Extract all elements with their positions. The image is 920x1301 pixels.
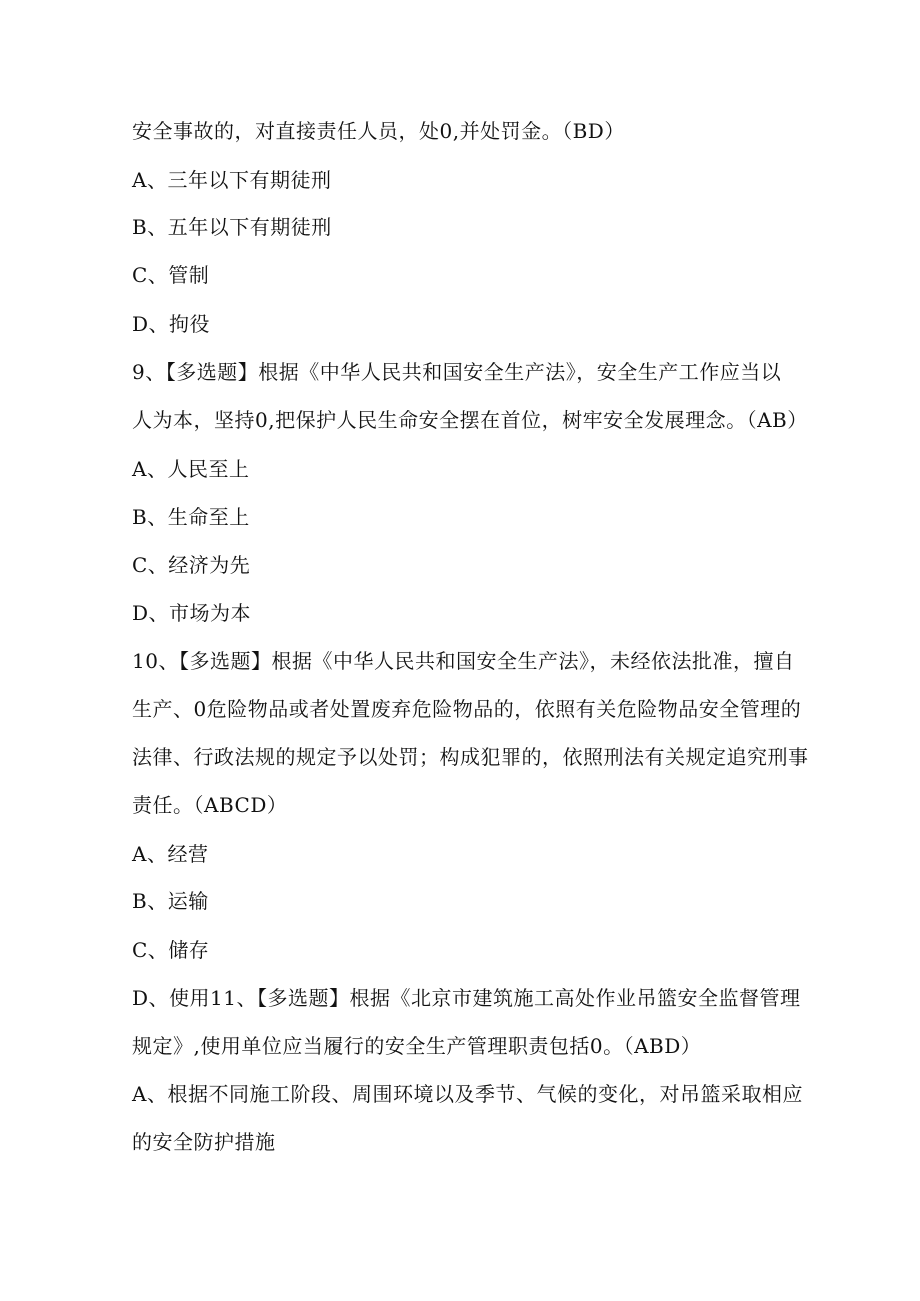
question-9-option-b: B、生命至上 [132,505,250,529]
question-9-option-a: A、人民至上 [132,457,250,481]
question-8-option-a: A、三年以下有期徒刑 [132,168,332,192]
question-10-option-b: B、运输 [132,889,209,913]
question-9-option-d: D、市场为本 [132,601,252,625]
question-8-option-b: B、五年以下有期徒刑 [132,215,332,239]
question-10-stem-line-4: 责任。（ABCD） [132,793,288,817]
question-10-stem-line-2: 生产、0危险物品或者处置废弃危险物品的，依照有关危险物品安全管理的 [132,697,802,721]
question-9-option-c: C、经济为先 [132,553,251,577]
question-11-option-a-line-2: 的安全防护措施 [132,1130,276,1154]
question-8-option-c: C、管制 [132,263,210,287]
question-8-option-d: D、拘役 [132,312,211,336]
question-9-stem-line-1: 9、【多选题】根据《中华人民共和国安全生产法》，安全生产工作应当以 [132,360,782,384]
question-10-option-c: C、储存 [132,938,210,962]
question-10-stem-line-1: 10、【多选题】根据《中华人民共和国安全生产法》，未经依法批准，擅自 [132,649,795,673]
question-8-stem-end: 安全事故的，对直接责任人员，处0,并处罚金。（BD） [132,119,625,143]
question-10-stem-line-3: 法律、行政法规的规定予以处罚；构成犯罪的，依照刑法有关规定追究刑事 [132,745,809,769]
question-11-stem-line-1: D、使用11、【多选题】根据《北京市建筑施工高处作业吊篮安全监督管理 [132,986,801,1010]
question-11-option-a-line-1: A、根据不同施工阶段、周围环境以及季节、气候的变化，对吊篮采取相应 [132,1082,803,1106]
question-11-stem-line-2: 规定》,使用单位应当履行的安全生产管理职责包括0。（ABD） [132,1034,702,1058]
question-9-stem-line-2: 人为本，坚持0,把保护人民生命安全摆在首位，树牢安全发展理念。（AB） [132,408,808,432]
question-10-option-a: A、经营 [132,842,209,866]
